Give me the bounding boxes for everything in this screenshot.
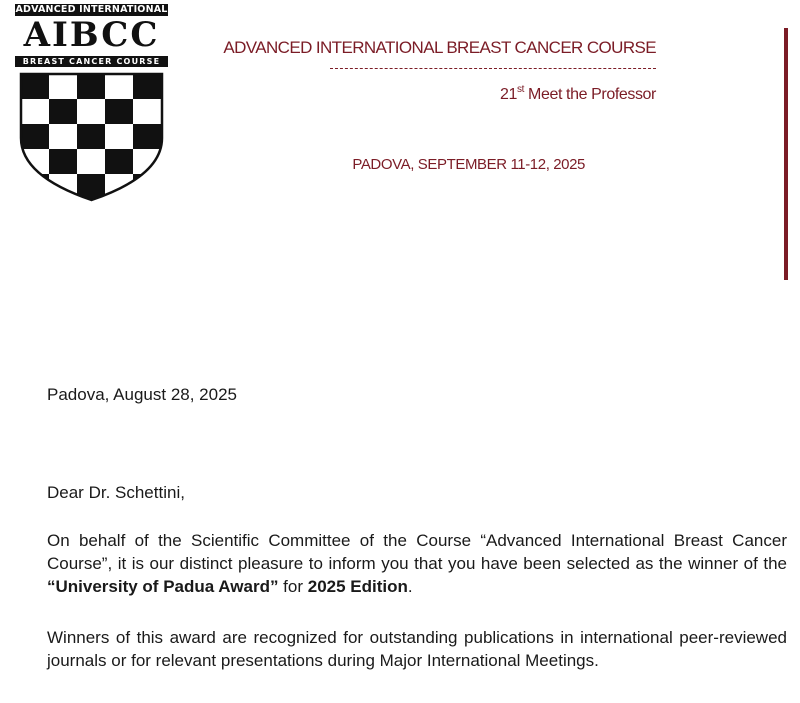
logo-top-text: ADVANCED INTERNATIONAL	[15, 4, 168, 15]
award-name: “University of Padua Award”	[47, 577, 279, 596]
logo-acronym: AIBCC	[23, 15, 160, 55]
letter-paragraph-2: Winners of this award are recognized for outstanding publications in international peer-reviewed journals or for relevant presentations during Major International Meetings.	[47, 628, 787, 670]
letter-paragraph-1	[47, 529, 787, 598]
para1-for: for	[278, 577, 308, 596]
header-divider	[330, 68, 656, 69]
meet-text: Meet the Professor	[523, 86, 656, 103]
course-title: ADVANCED INTERNATIONAL BREAST CANCER COURSE	[223, 38, 656, 57]
place-date: PADOVA, SEPTEMBER 11-12, 2025	[352, 156, 585, 173]
award-edition: 2025 Edition	[307, 577, 408, 596]
meet-number: 21	[499, 86, 517, 103]
aibcc-logo	[15, 4, 168, 202]
meet-ordinal: st	[516, 84, 524, 95]
accent-bar	[784, 28, 788, 280]
letter-greeting: Dear Dr. Schettini,	[47, 483, 185, 502]
para1-text: On behalf of the Scientific Committee of the Course “Advanced International Breast Cancer Course”, it is our distinct pleasure to inform you that you have been selected as the winner of the	[47, 531, 787, 573]
checkered-shield-icon	[17, 72, 166, 202]
meet-the-professor-line	[380, 86, 656, 104]
para1-period: .	[407, 577, 413, 596]
logo-bottom-text: BREAST CANCER COURSE	[15, 56, 168, 67]
letter-date: Padova, August 28, 2025	[47, 385, 237, 404]
